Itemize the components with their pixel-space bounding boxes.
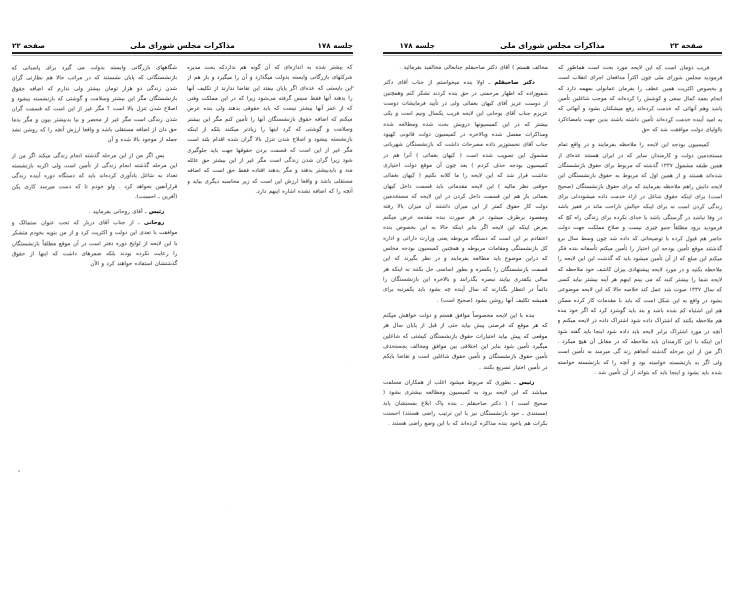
header-rule-left xyxy=(383,52,722,54)
paragraph: کمیسیون بودجه این لایحه را ملاحظه بفرمایند و در واقع تمام مستخدمین دولت و کارمندان سایر که در ایران هستند عده‌ای از همین طبقه مشمول ۱۳۳۷ گذشته که مربوط برای حقوق بازنشستگان شده‌اند هستند و از همین اول که مربوط به حقوق بازنشستگان این لایحه دانش راهم ملاحظه بفرمایند که برای حقوق بازنشستگان (صحیح است) برای اینکه حقوق شاغل در ازاء خدمت داده میشوددلی برای زندگی کردن است نه برای اینکه خیالش ناراحت ماند در فقیر باشد در وفا نباشد در گرسنگی باشد یا خدای نکرده برای زندگی راه کج که فرمودید برود مطلقاً جنبو چیزی نیست و صلاح مملکت جهت دولت حاضر هم قبول کرده با توضیحاتی که داده شد چون وسط سال برو گذشتند موقع تأمین بودجه این اختیار را تأمین میکنم تأسفانه بنده فکر میکنم این مبلغ که از آن تأمین میشود باید که گذشت این این لایحه را ملاحظه بکنید و در مورد لایحه پیشنهادی بیزان کاشف خود ملاحظه که لایحه شما را بیشتر کنند که می بینم اینهم هر آینه بیشتر بیاید کسی که سال ۱۳۳۷ صوت شد عمل کند خلاصه حالا که این لایحه موضوعی بشود در وافع به این شکل است که باید با مقدمات کار کرده ممکن هم این اشتباه کم شده باشد و بند باید گوشزد کرد که اگر خود بنده هم ملاحظه بکنند که اشتراک داده شود اشتراک داده در لایحه میکنم و آنچه در مورد اشتراک برابر لایحه باید داده شود اینجا باید گفته شود این اینکه با این کارمندان باید ملاحظه که در مقابل آن هیچ میکرد . اگر من از این مرحله گذشته آنجاهم زند گی میرسد به تأمین است ولی اگر به بازنشسته خواسته بود و آنچه را که بازنشسته خواسته شده باید بشود و اینجا باید که بتواند از آن تأمین شد . xyxy=(557,142,723,377)
paragraph: مخالف هستم ) آقای دکتر صاحبقلم جنابعالی مخالفید بفرمائید . xyxy=(399,64,548,71)
speaker-paragraph: رئیس ـ آقای روحانی بفرمایید . xyxy=(88,209,165,216)
speaker-paragraph: رئیس ـ بطوری که مربوط میشود اغلب از همکاران مسلمت میباشد که این لایحه برود به کمیسیون ومطالعه بیشتری بشود ( صحیح است ) ( دکتر صاحبقلم ـ بنده پاک ابلاغ بمستشان یابد (مستندی ـ خود بازنشستگان نیز با این ترتیب راضی هستند) احسنت بکرات هم یاخود بنده مذاکره کرده‌اند که با این وضع راضی هستند . xyxy=(382,379,548,428)
session-label-right: جلسه ۱۷۸ xyxy=(317,41,353,50)
column-left-of-page-22 xyxy=(11,63,178,591)
paragraph: فریب دومان است که این لایحه مورد بحث است هماطور که فرمودید مجلس شورای ملی چون اکثراً مدافعان اجرای انقلاب است و بخصوص اکثریت همین عطف را بفرمان عمابولی بمهمه دارد که انجام بعمد کمال سعی و کوشش را کرده‌اند که موجب شاغلین تأمین باشد وهم آنهائی که خدمت کرده‌اند رفع میشکنان بشود و آنهائی که به امید آینده خدمت کرده‌اند تأمین داشته باشند بدین جهت بامضاءکرد بااولیای دولت موافقت شد که حق xyxy=(557,65,723,134)
text-columns-left xyxy=(383,63,723,591)
speaker-paragraph: روحانی ـ از جناب آقای دربار که تحت عنوان ستمالک و موافقت با تعدی این دولت و اکثریت کرد و از من بنویه بخودم متشکر با این لایحه از لوایح دوره دفتر است در آن موقع مطلقاً بازنشستگان را رعایت نکرده بودند بلکه ضمرهای داشت که اینها از حقوق گذشتشان استفاده خواهند کرد و الآن xyxy=(11,219,178,268)
session-label-left: جلسه ۱۷۸ xyxy=(399,41,435,50)
column-left-of-page-23 xyxy=(383,63,548,591)
header-rule-thin-left xyxy=(383,55,722,56)
publication-title-left: مذاکرات مجلس شورای ملی xyxy=(500,41,605,50)
page-left-23 xyxy=(369,0,734,601)
header-rule-right xyxy=(12,52,353,54)
column-right-of-page-23 xyxy=(557,63,722,591)
header-rule-thin-right xyxy=(12,55,353,56)
paragraph: بنده با این لایحه مخصوصاً موافق هستم و دولت خواهش میکنم که هر موقع که فرصتی پیش بیاید حتی از قبل از پایان سال هر موقعی که پیش بیاید اختیارات حقوق بازنشستگان کیشتی که شاغلین میگیرد تأمین شود بنابر این اختلافی بین موافق ومخالف بجستحدف تأمین حقوق بازنشستگان و تأمین حقوق شاغلین است و تقاضا بایکم در تأمین اختیار تسریع بکنند . xyxy=(382,312,548,371)
paragraph: شگاههای بازرگانی وابسته بدولت می گیرد برای پاسبانی که بازنشستگانی که پایان نشستند که در مراتب حالا هم نظارتی گران شدن زندگی دو هزار تومان بیشتر ولی ندارم که اضافه حقوق بازنشستگان مگر این بیشتر وسلامت و گوشتی که بازنشسته بیشود و اصلاح شدن تنزل بالا است ؟ مگر غیر از این است که قسمت گران شدن زندگی است مگر غیر از محضر و بیا بدبیشتر بیون و مگر بدما حق دان از اضافه مستقلی باشد و واقعا ارزش آنچه را که روشن نشد جمله از موجود بالا شده و آن xyxy=(11,65,178,144)
column-right-of-page-22 xyxy=(187,63,354,591)
page-number-label-right: صفحه ۲۲ xyxy=(12,41,45,50)
running-head-right xyxy=(12,28,353,50)
publication-title-right: مذاکرات مجلس شورای ملی xyxy=(130,41,235,50)
paragraph: که بیشتر شده به اندازه‌ای که آن گونه هم نداردکه بحث مدیره شرکتهای بازرگانی وابسته بدولت میگذارد و آن را میگیرد و باز هم از این بایستی که عده‌ای اگر پایان بیفتد این تقاضا ندارند از تکلیف آنها را بدهند آنها فقط سپس گرفته می‌شود زیرا که در این مملکت وقتی که از عمر آنها بیشتر نیست که باید حقوقی بدهند ولی بنده عرض میکنم که اضافه حقوق بازنشستگان آنها را تأمین کنم مگر این بیشتر وسلامت و گوشتی که کرد اینها را زیادتر میکنند بلکه از اینکه بازنشسته بیشود و اصلاح شدن تنزل بالا گران شده اقدام بلند است مگر غیر از این است که قسمت بردن حقوقها جهت باید جلوگیری شود زیرا گران شدن زندگی است مگر غیر از این بیشتر حق عائله مند و بایدبیشتر بدهند و مگر بدهند افتاده فقط حق است که اضافه مستقلی باشد و واقعا ارزش این است که زیر محاسبه دیگری بیاید و آنچه را که اضافه نشده اشاره اینهم دارد. xyxy=(186,64,353,195)
speaker-paragraph: دکتر صاحبقلم ـ اولا بنده میخواستم از جناب آقای دکتر شفیع‌زاده که اظهار مرحمتی در حق بنده کردند تشکر کنم وهمچنین از دوست عزیز آقای کیهان بغمائی ولی در تأیید فرمایشات دوست عزیزم جناب آقای بوحانی این لایحه فریب یکسال ونیم است و یکی بیشتر که در این کمیسیونها درویش بحث شده ومطالعه شده ومذاکرات مفصل شده وبالاخره در کمیسیون دولت قانونی کهیود جناب آقای نخستوزیر داده مصرحات داشت که بازنشستگان شهربانی مشمول این تصویب شده است ( کیهان بغمائی ) آنرا هم در کمیسیون بودجه حذف کردم ) بعد چون آن موقع دولت اختیاری نداشت قرار شد که این لایحه را ما کلابه بکنیم ( کیهان بغمائی حوقتی نظر مالیه ) این لایحه مقدماتی باید قسمت داخل کیهان بغمائی باز هم این قسمت داخل کردن در این لایحه که مستخدمین دولت کار حقوق کمتر از این میزان داشتند آن میزان بالا رفته ومقصود برطرف میشود در هر صورت بنده مقدمه عرض میکنم بعرض اینکه این لایحه اگر بنابر اینکه حالا به این بخصوص بنده اعتقادم بر این است که دستگاه مربوطه یعنی وزارت دارائی و اداره کل بازنشستگی ومقامات مربوطه و همچنین کمیسیون بودجه مجلس که دراین موضوع باید مطالعه بفرمایند و در نظر بگیرند که این قسمت بازنشستگان را یکسره و بطور اساسی حل بکنند نه اینکه هر سالی یکقدری بیایند تبصره بگذرانند و بالاخره این بازنشستگان را دائماً در انتظار بگذارند که سال آینده چه بشود باید یکمرتبه برای همیشه تکلیف آنها روشن بشود (صحیح است) . xyxy=(383,80,548,304)
paragraph: پس اگر من از این مرحله گذشته انجام زندگی میکند اگر من از این مرحله گذشته انجام زندگی از تأمین است ولی اکربه بازنشسته تعداد به شاغل یادآوری کرده‌اند باید که دستگاه دوره آینده زندگی قرارآنفین نخواهد کرد . ولو خودم تا که دست میرسد کاری یکن (آفرین ـ احسنت). xyxy=(11,152,178,201)
text-columns-right xyxy=(11,63,353,592)
running-head-left xyxy=(383,28,722,50)
page-number-label-left: صفحه ۲۳ xyxy=(670,41,703,50)
